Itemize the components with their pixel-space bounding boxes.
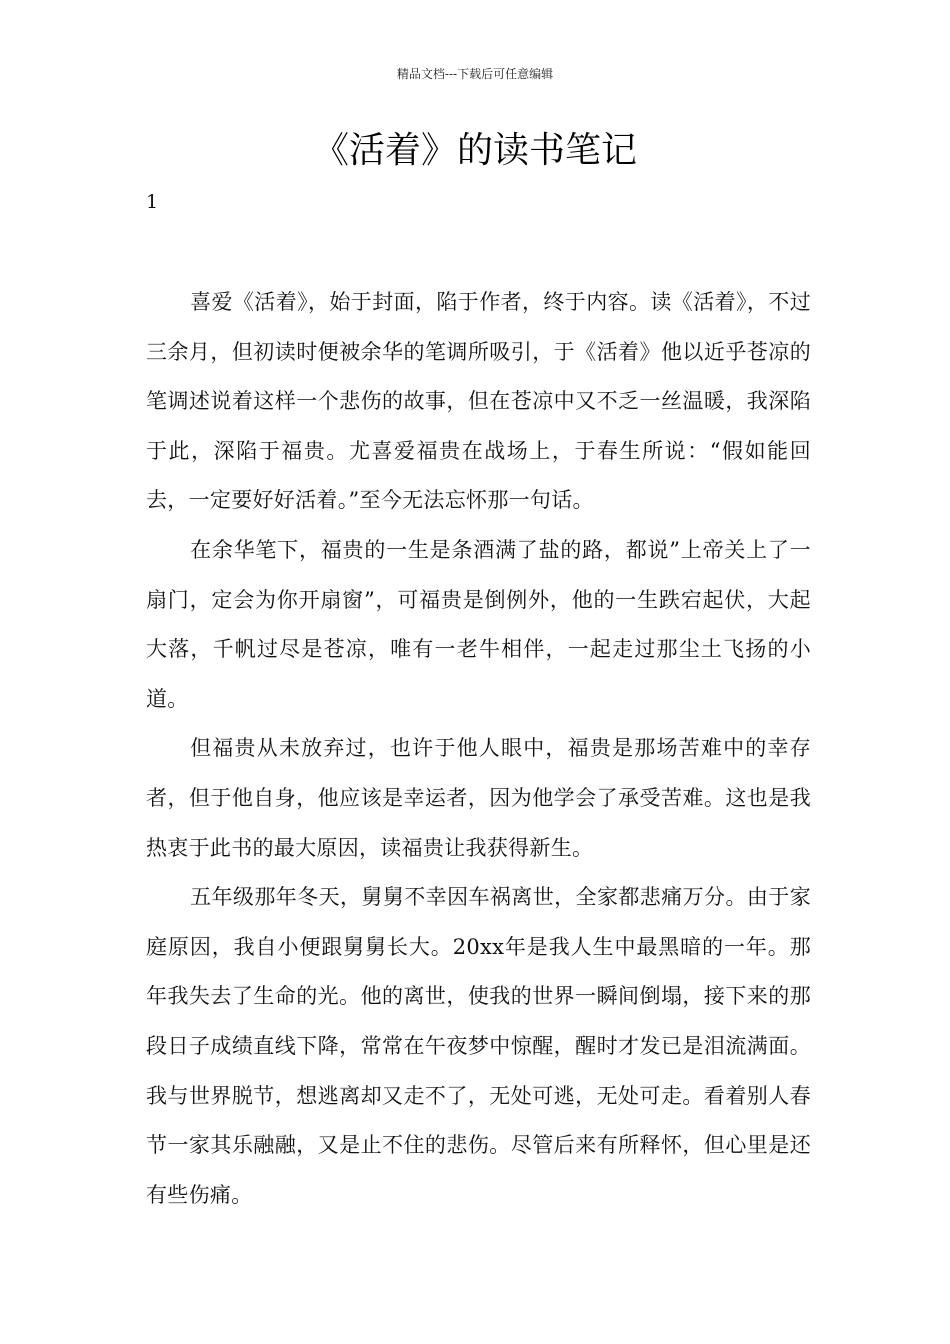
page-number: 1 (146, 191, 159, 213)
paragraph-2: 在余华笔下，福贵的一生是条酒满了盐的路，都说”上帝关上了一扇门，定会为你开扇窗”，可福贵是倒例外，他的一生跌宕起伏，大起大落，千帆过尽是苍凉，唯有一老牛相伴，一起走过那尘土飞扬的小道。 (146, 537, 811, 711)
paragraph-1: 喜爱《活着》，始于封面，陷于作者，终于内容。读《活着》，不过三余月，但初读时便被余华的笔调所吸引，于《活着》他以近乎苍凉的笔调述说着这样一个悲伤的故事，但在苍凉中又不乏一丝温暖，我深陷于此，深陷于福贵。尤喜爱福贵在战场上，于春生所说：“假如能回去，一定要好好活着。”至今无法忘怀那一句话。 (146, 290, 811, 513)
paragraph-4: 五年级那年冬天，舅舅不幸因车祸离世，全家都悲痛万分。由于家庭原因，我自小便跟舅舅长大。20xx年是我人生中最黑暗的一年。那年我失去了生命的光。他的离世，使我的世界一瞬间倒塌，接下来的那段日子成绩直线下降，常常在午夜梦中惊醒，醒时才发已是泪流满面。我与世界脱节，想逃离却又走不了，无处可逃，无处可走。看着别人春节一家其乐融融，又是止不住的悲伤。尽管后来有所释怀，但心里是还有些伤痛。 (146, 885, 811, 1207)
document-title: 《活着》的读书笔记 (312, 130, 637, 171)
paragraph-3: 但福贵从未放弃过，也许于他人眼中，福贵是那场苦难中的幸存者，但于他自身，他应该是幸运者，因为他学会了承受苦难。这也是我热衷于此书的最大原因，读福贵让我获得新生。 (146, 736, 811, 860)
header-note: 精品文档---下载后可任意编辑 (396, 67, 554, 81)
document-body (146, 278, 811, 1220)
